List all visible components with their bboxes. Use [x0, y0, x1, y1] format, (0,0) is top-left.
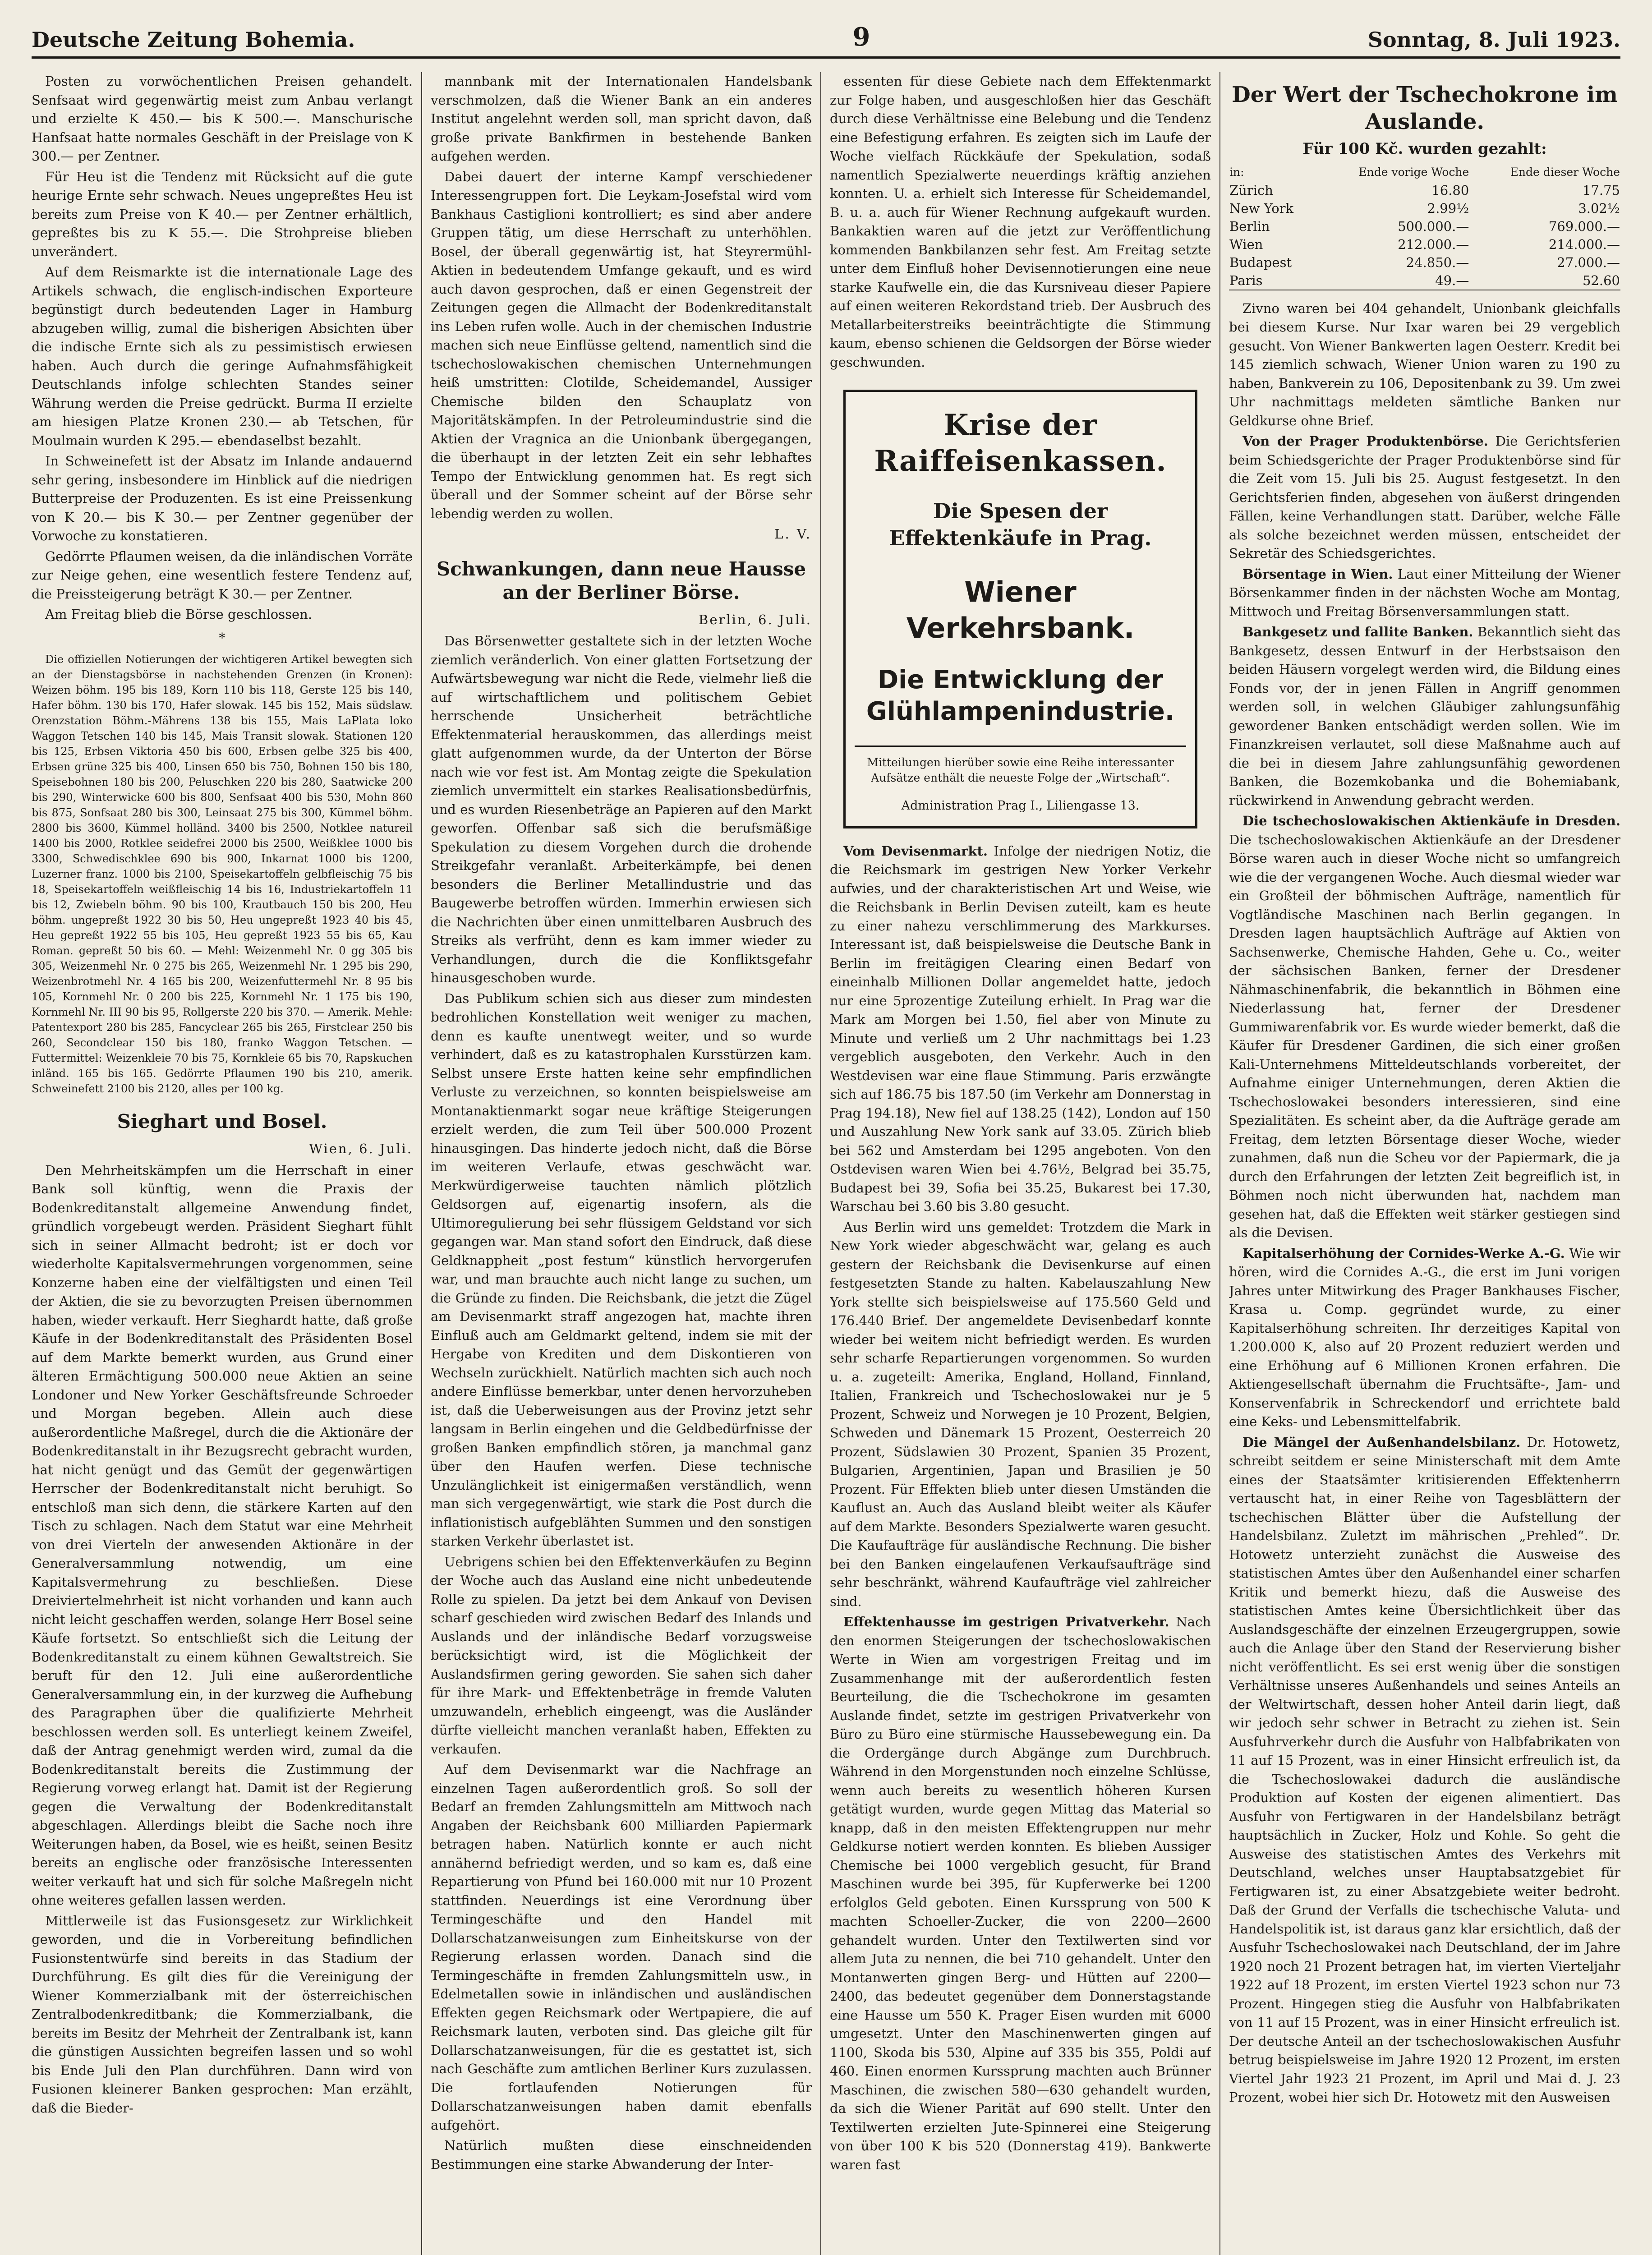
- newspaper-page: [32, 18, 1620, 2255]
- table-cell: 52.60: [1582, 272, 1620, 288]
- table-cell: 3.02½: [1578, 200, 1620, 216]
- table-cell: Budapest: [1229, 254, 1292, 270]
- market-quotations: Die offiziellen Notierungen der wichtigeren Artikel bewegten sich an der Dienstagsbörse in nachstehenden Grenzen (in Kronen): Weizen böhm. 195 bis 189, Korn 110 bis 118, Gerste 125 bis 140, Hafer böhm. 130 bis 170, Hafer slowak. 145 bis 152, Mais südslaw. Orenzstation Böhm.-Mährens 138 bis 155, Mais LaPlata loko Waggon Tetschen 140 bis 145, Mais Transit slowak. Stationen 120 bis 125, Erbsen Viktoria 450 bis 600, Erbsen gelbe 325 bis 400, Erbsen grüne 325 bis 400, Linsen 650 bis 750, Bohnen 150 bis 180, Speisebohnen 180 bis 200, Peluschken 220 bis 280, Saatwicke 200 bis 290, Winterwicke 600 bis 800, Senfsaat 400 bis 530, Mohn 860 bis 875, Sonfsaat 280 bis 300, Leinsaat 275 bis 300, Kümmel böhm. 2800 bis 3600, Kümmel holländ. 3400 bis 2500, Notklee natureil 1400 bis 2000, Rotklee seidefrei 2000 bis 2500, Weißklee 1000 bis 3300, Schwedischklee 690 bis 900, Inkarnat 1000 bis 1200, Luzerner franz. 1000 bis 2100, Speisekartoffeln gelbfleischig 75 bis 18, Speisekartoffeln weißfleischig 14 bis 16, Industriekartoffeln 11 bis 12, Zwiebeln böhm. 90 bis 100, Krautbauch 150 bis 200, Heu böhm. ungepreßt 1922 30 bis 50, Heu ungepreßt 1923 40 bis 45, Heu gepreßt 1922 55 bis 105, Heu gepreßt 1923 55 bis 65, Kau Roman. gepreßt 50 bis 60. — Mehl: Weizenmehl Nr. 0 gg 305 bis 305, Weizenmehl Nr. 0 275 bis 265, Weizenmehl Nr. 1 295 bis 290, Weizenbrotmehl Nr. 4 165 bis 200, Weizenfuttermehl Nr. 8 95 bis 105, Kornmehl Nr. 0 200 bis 225, Kornmehl Nr. 1 175 bis 190, Kornmehl Nr. III 90 bis 95, Rollgerste 220 bis 370. — Amerik. Mehle: Patentexport 280 bis 285, Fancyclear 265 bis 265, Firstclear 250 bis 260, Secondclear 150 bis 180, franko Waggon Tetschen. — Futtermittel: Weizenkleie 70 bis 75, Kornkleie 65 bis 70, Rapskuchen inländ. 165 bis 165. Gedörrte Pflaumen 190 bis 210, amerik. Schweinefett 2100 bis 2120, alles per 100 kg.: [32, 653, 413, 1095]
- column-4: [1229, 72, 1620, 2255]
- column-header: Ende dieser Woche: [1510, 165, 1620, 179]
- paragraph: Am Freitag blieb die Börse geschlossen.: [45, 607, 313, 622]
- issue-date: Sonntag, 8. Juli 1923.: [1367, 28, 1620, 52]
- ad-line: Die Entwicklung der Glühlampenindustrie.: [866, 665, 1175, 726]
- paragraph-lead: Börsentage in Wien.: [1242, 566, 1393, 582]
- exchange-table-subtitle: Für 100 Kč. wurden gezahlt:: [1302, 140, 1547, 158]
- paragraph-lead: Die tschechoslowakischen Aktienkäufe in Dresden.: [1242, 813, 1620, 828]
- table-row: [1229, 253, 1620, 272]
- paragraph: [830, 842, 1211, 1216]
- paragraph-body: Laut einer Mitteilung der Wiener Börsenkammer finden in der nächsten Woche am Montag, Mittwoch und Freitag Börsenversammlungen statt.: [1229, 566, 1620, 619]
- table-cell: 214.000.—: [1548, 236, 1620, 252]
- table-row: [1229, 199, 1620, 217]
- table-header-row: [1229, 163, 1620, 181]
- paragraph: Uebrigens schien bei den Effektenverkäufen zu Beginn der Woche auch das Ausland eine nicht unbedeutende Rolle zu spielen. Da jetzt bei dem Ankauf von Devisen scharf geschieden wird zwischen Bedarf des Inlands und Auslands und der inländische Bedarf vorzugsweise berücksichtigt wird, ist die Möglichkeit der Auslandsfirmen gering geworden. Sie sahen sich daher für ihre Mark- und Effektenbeträge in fremde Valuten umzuwandeln, erheblich eingeengt, was die Ausländer dürfte vielleicht manchen veranlaßt haben, Effekten zu verkaufen.: [431, 1554, 812, 1757]
- table-row: [1229, 235, 1620, 253]
- paragraph: Das Publikum schien sich aus dieser zum mindesten bedrohlichen Konstellation weit weniger zu machen, denn es kaufte unentwegt weiter, und so wurde verhindert, daß es zu katastrophalen Kursstürzen kam. Selbst unsere Erste hatten keine sehr empfindlichen Verluste zu verzeichnen, so konnten beispielsweise am Montanaktienmarkt sogar neue kräftige Steigerungen erzielt werden, die zum Teil über 500.000 Prozent hinausgingen. Das hinderte jedoch nicht, daß die Börse im weiteren Verlaufe, etwas geschwächt war. Merkwürdigerweise tauchten nämlich plötzlich Geldsorgen auf, eigenartig insofern, als die Ultimoregulierung bei sehr flüssigem Geldstand vor sich gegangen war. Man stand sofort den Eindruck, daß diese Geldknappheit „post festum“ künstlich hervorgerufen war, und man brauchte auch nicht lange zu suchen, um die Gründe zu finden. Die Reichsbank, die jetzt die Zügel am Devisenmarkt straff angezogen hat, machte ihren Einfluß auch am Geldmarkt geltend, indem sie mit der Hergabe von Krediten und dem Diskontieren von Wechseln zurückhielt. Natürlich machten sich auch noch andere Einflüsse bemerkbar, unter denen hervorzuheben ist, daß die Ueberweisungen aus der Provinz jetzt sehr langsam in Berlin eingehen und die Geldbedürfnisse der großen Banken empfindlich stören, ja manchmal ganz über den Haufen werfen. Diese technische Unzulänglichkeit ist einigermaßen verständlich, wenn man sich vergegenwärtigt, wie stark die Post durch die inflationistisch aufgeblähten Summen und den sonstigen starken Verkehr überlastet ist.: [431, 990, 812, 1549]
- page-number: 9: [852, 22, 870, 52]
- section-divider: *: [219, 630, 225, 645]
- paragraph: [1229, 432, 1620, 563]
- paragraph: Den Mehrheitskämpfen um die Herrschaft in einer Bank soll künftig, wenn die Praxis der Bodenkreditanstalt allgemeine Anwendung findet, gründlich vorgebeugt werden. Präsident Sieghart fühlt sich in seiner Allmacht bedroht; ist er doch vor wiederholte Kapitalsvermehrungen vorgenommen, seine Konzerne haben eine der vielfältigsten und einen Teil der Aktien, die sie zu bevorzugten Preisen übernommen haben, wieder verkauft. Herr Sieghardt hatte, daß große Käufe in der Bodenkreditanstalt des Präsidenten Bosel auf dem Markte bemerkt wurden, aus Grund einer älteren Ermächtigung 500.000 neue Aktien an seine Londoner und New Yorker Geschäftsfreunde Schroeder und Morgan begeben. Allein auch diese außerordentliche Maßregel, durch die die Aktionäre der Bodenkreditanstalt in ihr Bezugsrecht gebracht wurden, hat nicht genügt und das Gemüt der gegenwärtigen Herrscher der Bodenkreditanstalt nicht beruhigt. So entschloß man sich denn, die stärkere Karten auf den Tisch zu schlagen. Nach dem Statut war eine Mehrheit von drei Vierteln der anwesenden Aktionäre in der Generalversammlung notwendig, um eine Kapitalsvermehrung zu beschließen. Diese Dreiviertelmehrheit ist nicht vorhanden und kann auch nicht leicht geschaffen werden, solange Herr Bosel seine Käufe fortsetzt. So entschließt sich die Leitung der Bodenkreditanstalt zu einem kühnen Gewaltstreich. Sie beruft für den 12. Juli eine außerordentliche Generalversammlung ein, in der kurzweg die Aufhebung des Paragraphen über die qualifizierte Mehrheit beschlossen werden soll. Es unterliegt keinem Zweifel, daß der Antrag genehmigt werden wird, zumal da die Bodenkreditanstalt bereits die Zustimmung der Regierung vorweg erlangt hat. Damit ist der Regierung gegen die Verwaltung der Bodenkreditanstalt abgeschlagen. Allerdings bleibt die Sache noch ihre Weiterungen haben, da Bosel, wie es heißt, seinen Besitz bereits an englische oder französische Interessenten weiter verkauft hat und sich für solche Maßregeln nicht ohne weiteres gefallen lassen werden.: [32, 1162, 413, 1908]
- paragraph-body: Nach den enormen Steigerungen der tschechoslowakischen Werte in Wien am vorgestrigen Freitag und im Zusammenhange mit der außerordentlich festen Beurteilung, die die Tschechokrone im gesamten Auslande findet, setzte im gestrigen Privatverkehr von Büro zu Büro eine stürmische Haussebewegung ein. Da die Ordergänge durch Abgänge zum Durchbruch. Während in den Morgenstunden noch einzelne Schlüsse, wenn auch bereits zu wesentlich höheren Kursen getätigt wurden, wurde gegen Mittag das Material so knapp, daß in den meisten Effektengruppen nur mehr Geldkurse notiert werden konnten. Es blieben Aussiger Chemische bei 1000 vergeblich gesucht, für Brand Maschinen wurde bei 395, für Kupferwerke bei 1200 erfolglos Geld geboten. Einen Kurssprung von 500 K machten Schoeller-Zucker, die von 2200—2600 gehandelt wurden. Unter den Textilwerten sind vor allem Juta zu nennen, die bei 710 gehandelt. Unter den Montanwerten gingen Berg- und Hütten auf 2200—2400, das bedeutet gegenüber dem Donnerstagstande eine Hausse um 550 K. Prager Eisen wurden mit 6000 umgesetzt. Unter den Maschinenwerten gingen auf 1100, Skoda bis 530, Alpine auf 335 bis 355, Poldi auf 460. Einen enormen Kurssprung machten auch Brünner Maschinen, die zwischen 580—630 gehandelt wurden, da sich die Wiener Parität auf 690 stellt. Unter den Textilwerten erzielten Jute-Spinnerei eine Steigerung von über 100 K bis 520 (Donnerstag 419). Bankwerte waren fast: [830, 1614, 1211, 2172]
- exchange-table-title: Der Wert der Tschechokrone im Auslande.: [1232, 82, 1618, 134]
- paragraph: Auf dem Reismarkte ist die internationale Lage des Artikels schwach, die englisch-indischen Exporteure begünstigt durch bedeutenden Lager in Hamburg abzugeben willig, zumal die bisherigen Absichten über die indische Ernte sich als zu pessimistisch erwiesen haben. Auch durch die geringe Aufnahmsfähigkeit Deutschlands infolge schlechten Standes seiner Währung werden die Preise gedrückt. Burma II erzielte am hiesigen Platze Kronen 230.— ab Tetschen, für Moulmain wurden K 295.— ebendaselbst bezahlt.: [32, 264, 413, 448]
- paragraph: Für Heu ist die Tendenz mit Rücksicht auf die gute heurige Ernte sehr schwach. Neues ungepreßtes Heu ist bereits zum Preise von K 40.— per Zentner erhältlich, gepreßtes bis zu K 55.—. Die Strohpreise blieben unverändert.: [32, 169, 413, 259]
- table-cell: 49.—: [1435, 272, 1469, 288]
- ad-line: Die Spesen der Effektenkäufe in Prag.: [889, 499, 1152, 550]
- paragraph: Aus Berlin wird uns gemeldet: Trotzdem die Mark in New York wieder abgeschwächt war, gelang es auch gestern der Reichsbank die Devisenkurse auf einen festgesetzten Stande zu halten. Kabelauszahlung New York stellte sich beispielsweise auf 175.560 Geld und 176.440 Brief. Der angemeldete Devisenbedarf konnte wieder bei weitem nicht befriedigt werden. Es wurden sehr scharfe Repartierungen vorgenommen. So wurden u. a. zugeteilt: Amerika, England, Holland, Finnland, Italien, Frankreich und Tschechoslowakei nur je 5 Prozent, Schweiz und Norwegen je 10 Prozent, Belgien, Schweden und Dänemark 15 Prozent, Oesterreich 20 Prozent, Südslawien 30 Prozent, Spanien 35 Prozent, Bulgarien, Argentinien, Japan und Brasilien je 50 Prozent. Für Effekten blieb unter diesen Umständen die Kauflust an. Auch das Ausland bleibt weiter als Käufer auf dem Markte. Besonders Spezialwerte waren gesucht. Die Kaufaufträge für ausländische Rechnung. Die bisher bei den Banken eingelaufenen Verkaufsaufträge sind sehr beschränkt, während Kaufaufträge viel zahlreicher sind.: [830, 1219, 1211, 1609]
- column-rule: [1219, 72, 1220, 2255]
- article-headline: Schwankungen, dann neue Hausse an der Berliner Börse.: [436, 557, 806, 603]
- paragraph-body: Infolge der niedrigen Notiz, die die Reichsmark im gestrigen New Yorker Verkehr aufwies, und der charakteristischen Art und Weise, wie die Reichsbank in Berlin Devisen zuteilt, kam es heute zu einer nahezu verschlimmerung des Markkurses. Interessant ist, daß beispielsweise die Deutsche Bank in Berlin im freitägigen Clearing einen Bedarf von eineinhalb Millionen Dollar angemeldet hatte, jedoch nur eine 5prozentige Zuteilung erhielt. In Prag war die Mark am Morgen bei 1.50, fiel aber von Minute zu Minute und verließ um 2 Uhr nachmittags bei 1.23 vergeblich ausgeboten, den Verkehr. Auch in den Westdevisen war eine flaue Stimmung. Paris erzwängte sich auf 186.75 bis 187.50 (im Verkehr am Donnerstag in Prag 194.18), New fiel auf 138.25 (142), London auf 150 und Auszahlung New York sank auf 33.05. Zürich blieb bei 562 und Amsterdam bei 1295 angeboten. Von den Ostdevisen waren Wien bei 4.76½, Belgrad bei 35.75, Budapest bei 39, Sofia bei 35.25, Bukarest bei 17.30, Warschau bei 3.60 bis 3.80 gesucht.: [830, 843, 1211, 1214]
- paragraph-lead: Effektenhausse im gestrigen Privatverkehr.: [843, 1614, 1169, 1629]
- paragraph: Natürlich mußten diese einschneidenden Bestimmungen eine starke Abwanderung der Inter-: [431, 2138, 812, 2172]
- table-cell: 500.000.—: [1398, 218, 1469, 234]
- ad-line: Wiener Verkehrsbank.: [906, 575, 1135, 644]
- table-cell: Berlin: [1229, 218, 1270, 234]
- paragraph: mannbank mit der Internationalen Handelsbank verschmolzen, daß die Wiener Bank an ein anderes Institut angelehnt werden soll, man spricht davon, daß große private Bankfirmen in bestehende Banken aufgehen werden.: [431, 74, 812, 164]
- paragraph-body: Die Gerichtsferien beim Schiedsgerichte der Prager Produktenbörse sind für die Zeit vom 15. Juli bis 25. August festgesetzt. In den Gerichtsferien finden, abgesehen von äußerst dringenden Fällen, keine Verhandlungen statt. Darüber, welche Fälle als solche bezeichnet werden müssen, entscheidet der Sekretär des Schiedsgerichtes.: [1229, 433, 1620, 561]
- paragraph-body: Wie wir hören, wird die Cornides A.-G., die erst im Juni vorigen Jahres unter Mitwirkung des Prager Bankhauses Fischer, Krasa u. Comp. gegründet wurde, zu einer Kapitalserhöhung schreiten. Ihr derzeitiges Kapital von 1.200.000 K, also auf 20 Prozent reduziert werden und eine Erhöhung auf 6 Millionen Kronen erfahren. Die Aktiengesellschaft übernahm die Fruchtsäfte-, Jam- und Konservenfabrik in Schreckendorf und errichtete bald eine Keks- und Lebensmittelfabrik.: [1229, 1245, 1620, 1429]
- dateline: Berlin, 6. Juli.: [699, 612, 812, 627]
- table-cell: 27.000.—: [1557, 254, 1620, 270]
- paragraph: [1229, 1433, 1620, 2107]
- table-cell: 212.000.—: [1398, 236, 1469, 252]
- paragraph: Zivno waren bei 404 gehandelt, Unionbank gleichfalls bei diesem Kurse. Nur Ixar waren bei 29 vergeblich gesucht. Von Wiener Bankwerten lagen Oesterr. Kredit bei 145 ziemlich schwach, Wiener Union waren zu 190 zu haben, Bankverein zu 106, Depositenbank zu 39. Um zwei Uhr nachmittags meldeten sämtliche Banken nur Geldkurse ohne Brief.: [1229, 300, 1620, 428]
- table-row: [1229, 272, 1620, 290]
- column-rule: [820, 72, 821, 2255]
- ad-address: Administration Prag I., Liliengasse 13.: [901, 799, 1140, 813]
- ad-headline: Krise der Raiffeisenkassen.: [874, 408, 1167, 478]
- paragraph-body: Die tschechoslowakischen Aktienkäufe an der Dresdener Börse waren auch in dieser Woche nicht so umfangreich wie die der vergangenen Woche. Auch diesmal wieder war ein Großteil der böhmischen Aufträge, namentlich für Vogtländische Maschinen nach Berlin gegangen. In Dresden lagen hauptsächlich Aufträge auf Aktien von Sachsenwerke, Chemische Hahden, Gehe u. Co., weiter der sächsischen Banken, ferner der Dresdener Nähmaschinenfabrik, die bekanntlich in Böhmen eine Niederlassung hat, ferner der Dresdener Gummiwarenfabrik vor. Es wurde wieder bemerkt, daß die Käufer für Dresdener Gardinen, die sich einer großen Kali-Unternehmens Mitteldeutschlands vorbereitet, der Aufnahme einiger Unternehmungen, deren Aktien die Tschechoslowakei besonders interessieren, sind eine Spezialitäten. Es scheint aber, da die Aufträge gerade am Freitag, dem letzten Börsentage dieser Woche, wieder zunahmen, daß nun die Scheu vor der Papiermark, die ja durch den Erfahrungen der letzten Zeit begreiflich ist, in Böhmen noch nicht überwunden hat, nachdem man gesehen hat, daß die Effekten weit stärker gestiegen sind als die Devisen.: [1229, 832, 1620, 1240]
- column-header: in:: [1229, 165, 1244, 179]
- paragraph: [1229, 812, 1620, 1243]
- paragraph-lead: Vom Devisenmarkt.: [843, 843, 988, 859]
- column-header: Ende vorige Woche: [1358, 165, 1469, 179]
- table-cell: 24.850.—: [1406, 254, 1469, 270]
- ad-note: Mitteilungen hierüber sowie eine Reihe interessanter Aufsätze enthält die neueste Folge der „Wirtschaft“.: [855, 746, 1186, 786]
- paragraph: Auf dem Devisenmarkt war die Nachfrage an einzelnen Tagen außerordentlich groß. So soll der Bedarf an fremden Zahlungsmitteln am Mittwoch nach Angaben der Reichsbank 600 Milliarden Papiermark betragen haben. Natürlich konnte er auch nicht annähernd befriedigt werden, und so kam es, daß eine Repartierung von Pfund bei 160.000 mit nur 10 Prozent stattfinden. Neuerdings ist eine Verordnung über Termingeschäfte und den Handel mit Dollarschatzanweisungen zum Einheitskurse von der Regierung erlassen worden. Danach sind die Termingeschäfte in fremden Zahlungsmitteln usw., in Edelmetallen sowie in inländischen und ausländischen Effekten gegen Reichsmark oder Wertpapiere, die auf Reichsmark lauten, verboten sind. Das gleiche gilt für Dollarschatzanweisungen, für die es gestattet ist, sich nach Geschäfte zum amtlichen Berliner Kurs zuzulassen. Die fortlaufenden Notierungen für Dollarschatzanweisungen haben damit ebenfalls aufgehört.: [431, 1762, 812, 2133]
- paragraph: Posten zu vorwöchentlichen Preisen gehandelt. Senfsaat wird gegenwärtig meist zum Anbau verlangt und erzielte K 450.— bis K 500.—. Manschurische Hanfsaat hatte normales Geschäft in der Preislage von K 300.— per Zentner.: [32, 74, 413, 164]
- paragraph-lead: Bankgesetz und fallite Banken.: [1242, 624, 1473, 640]
- table-row: [1229, 181, 1620, 199]
- paragraph-body: Bekanntlich sieht das Bankgesetz, dessen Entwurf in der Herbstsaison den beiden Häusern vorgelegt werden wird, die Bildung eines Fonds vor, der in jenen Fällen in Angriff genommen werden soll, in welchen Gläubiger zahlungsunfähig gewordener Banken entschädigt werden sollen. Wie im Finanzkreisen verlautet, soll diese Maßnahme auch auf die bei in diesem Jahre zahlungsunfähig gewordenen Banken, die Bozemkobanka und die Bohemiabank, rückwirkend in Anwendung gebracht werden.: [1229, 624, 1620, 808]
- exchange-rate-table: [1229, 163, 1620, 290]
- column-1: [32, 72, 413, 2255]
- paragraph-lead: Von der Prager Produktenbörse.: [1242, 433, 1488, 449]
- advertisement-box: [843, 390, 1197, 828]
- dateline: Wien, 6. Juli.: [309, 1141, 413, 1156]
- paragraph-lead: Kapitalserhöhung der Cornides-Werke A.-G.: [1242, 1245, 1565, 1261]
- paragraph: Mittlerweile ist das Fusionsgesetz zur Wirklichkeit geworden, und die in Vorbereitung befindlichen Fusionstentwürfe sind bereits in das Stadium der Durchführung. Es gilt dies für die Vereinigung der Wiener Kommerzialbank mit der österreichischen Zentralbodenkreditbank; die Kommerzialbank, die bereits im Besitz der Mehrheit der Zentralbank ist, kann die günstigen Aussichten begreifen lassen und so wohl bis Ende Juli den Plan durchführen. Dann wird von Fusionen kleinerer Banken gesprochen: Man erzählt, daß die Bieder-: [32, 1913, 413, 2116]
- article-headline: Sieghart und Bosel.: [117, 1110, 327, 1132]
- paragraph: [1229, 1244, 1620, 1431]
- paragraph-lead: Die Mängel der Außenhandelsbilanz.: [1242, 1434, 1521, 1450]
- table-cell: 769.000.—: [1548, 218, 1620, 234]
- paragraph: [1229, 565, 1620, 621]
- paragraph: [1229, 623, 1620, 810]
- paragraph: Das Börsenwetter gestaltete sich in der letzten Woche ziemlich veränderlich. Von einer glatten Fortsetzung der Aufwärtsbewegung war nicht die Rede, vielmehr ließ die auf wirtschaftlichem und politischem Gebiet herrschende Unsicherheit beträchtliche Effektenmaterial herauskommen, das allerdings meist glatt aufgenommen wurde, da der Unterton der Börse nach wie vor fest ist. Am Montag zeigte die Spekulation ziemlich unvermittelt ein starkes Realisationsbedürfnis, und es wurden Riesenbeträge an Papieren auf den Markt geworfen. Offenbar saß sich die berufsmäßige Spekulation zu diesem Vorgehen durch die drohende Streikgefahr veranlaßt. Arbeiterkämpfe, bei denen besonders die Berliner Metallindustrie und das Baugewerbe betroffen würden. Immerhin erwiesen sich die Nachrichten über einen unmittelbaren Ausbruch des Streiks als verfrüht, denn es kam immer wieder zu Verhandlungen, durch die die Konfliktsgefahr hinausgeschoben wurde.: [431, 633, 812, 985]
- paragraph: Dabei dauert der interne Kampf verschiedener Interessengruppen fort. Die Leykam-Josefstal wird vom Bankhaus Castiglioni kontrolliert; es sind aber andere Gruppen tätig, um diese Herrschaft zu unterhöhlen. Bosel, der überall gegenwärtig ist, hat Steyrermühl-Aktien in bedeutendem Umfange gekauft, und es wird auch davon gesprochen, daß er einen Gegenstreit der Zeitungen gegen die Allmacht der Bodenkreditanstalt ins Leben rufen wolle. Auch in der chemischen Industrie machen sich neue Einflüsse geltend, namentlich sind die tschechoslowakischen chemischen Unternehmungen heiß umstritten: Clotilde, Scheidemandel, Aussiger Chemische bilden den Schauplatz von Majoritätskämpfen. In der Petroleumindustrie sind die Aktien der Vragnica an die Unionbank übergegangen, die überhaupt in der letzten Zeit ein sehr lebhaftes Tempo der Entwicklung genommen hat. Es regt sich überall und der Sommer scheint auf der Börse sehr lebendig werden zu wollen.: [431, 169, 812, 521]
- page-header: [32, 18, 1620, 59]
- paragraph: Gedörrte Pflaumen weisen, da die inländischen Vorräte zur Neige gehen, eine wesentlich festere Tendenz auf, die Preissteigerung beträgt K 30.— per Zentner.: [32, 548, 413, 602]
- paragraph: essenten für diese Gebiete nach dem Effektenmarkt zur Folge haben, und ausgeschloßen hier das Geschäft durch diese Verhältnisse eine Belebung und die Tendenz eine Befestigung erfahren. Es zeigten sich im Laufe der Woche vielfach Rückkäufe der Spekulation, sodaß namentlich Spezialwerte neuerdings kräftig anziehen konnten. U. a. erhielt sich Interesse für Scheidemandel, B. u. a. auch für Wiener Rechnung aufgekauft wurden. Bankaktien waren auf die jetzt zur Veröffentlichung kommenden Bankbilanzen sehr fest. Am Freitag setzte unter dem Einfluß hoher Devisennotierungen eine neue starke Kaufwelle ein, die das Kursniveau dieser Papiere auf einen weiteren Rekordstand trieb. Der Ausbruch des Metallarbeiterstreiks beeinträchtigte die Stimmung kaum, ebenso schienen die Geldsorgen der Börse wieder geschwunden.: [830, 74, 1211, 370]
- paragraph: In Schweinefett ist der Absatz im Inlande andauernd sehr gering, insbesondere im Hinblick auf die niedrigen Butterpreise der Produzenten. Es ist eine Preissenkung von K 20.— bis K 30.— per Zentner gegenüber der Vorwoche zu konstatieren.: [32, 453, 413, 543]
- table-cell: 17.75: [1582, 182, 1620, 198]
- table-row: [1229, 217, 1620, 235]
- table-cell: Zürich: [1229, 182, 1273, 198]
- paragraph-body: Dr. Hotowetz, schreibt seitdem er seine Ministerschaft mit dem Amte eines der Staatsämter kritisierenden Effektenherrn vertauscht hat, in einer Reihe von Tagesblättern der tschechischen Blätter über die Aufstellung der Handelsbilanz. Zuletzt im mährischen „Prehled“. Dr. Hotowetz unterzieht zunächst die Ausweise des statistischen Amtes über den Außenhandel einer scharfen Kritik und bemerkt hiezu, daß die Ausweise des statistischen Amtes keine Übersichtlichkeit über das Auslandsgeschäfte der einzelnen Erzeugergruppen, sowie auch die Anlage über den Stand der Reservierung bisher nicht veröffentlicht. Es sei erst wenig über die sonstigen Verhältnisse unseres Außenhandels und seines Anteils an der Weltwirtschaft, dessen hoher Anteil darin liegt, daß wir jedoch sehr schwer in Betracht zu ziehen ist. Sein Ausfuhrverkehr durch die Ausfuhr von Halbfabrikaten von 11 auf 15 Prozent, was in einer Hinsicht erfreulich ist, da die Tschechoslowakei dadurch die ausländische Produktion auf Kosten der eigenen alimentiert. Das Ausfuhr von Fertigwaren in der Handelsbilanz beträgt hauptsächlich in Zucker, Holz und Kohle. So geht die Ausweise des statistischen Amtes des Verkehrs mit Deutschland, welches unser Hauptabsatzgebiet für Fertigwaren ist, zu einer Absatzgebiete weiter bedroht. Daß der Grund der Verfalls die tschechische Valuta- und Handelspolitik ist, ist daraus ganz klar ersichtlich, daß der Ausfuhr Tschechoslowakei nach Deutschland, der im Jahre 1920 noch 21 Prozent betragen hat, im vierten Vierteljahr 1922 auf 18 Prozent, im ersten Viertel 1923 schon nur 73 Prozent. Hingegen stieg die Ausfuhr von Halbfabrikaten von 11 auf 15 Prozent, was in einer Hinsicht erfreulich ist. Der deutsche Anteil an der tschechoslowakischen Ausfuhr betrug beispielsweise im Jahre 1920 12 Prozent, im ersten Viertel Jahr 1923 21 Prozent, im April und Mai d. J. 23 Prozent, wobei hier sich Dr. Hotowetz mit den Ausweisen: [1229, 1434, 1620, 2105]
- column-rule: [421, 72, 422, 2255]
- table-cell: Paris: [1229, 272, 1263, 288]
- table-cell: New York: [1229, 200, 1294, 216]
- table-cell: Wien: [1229, 236, 1263, 252]
- author-signature: L. V.: [774, 526, 812, 542]
- column-3: [830, 72, 1211, 2255]
- masthead-title: Deutsche Zeitung Bohemia.: [32, 28, 355, 52]
- table-cell: 2.99½: [1427, 200, 1469, 216]
- column-2: [431, 72, 812, 2255]
- table-cell: 16.80: [1431, 182, 1469, 198]
- paragraph: [830, 1613, 1211, 2174]
